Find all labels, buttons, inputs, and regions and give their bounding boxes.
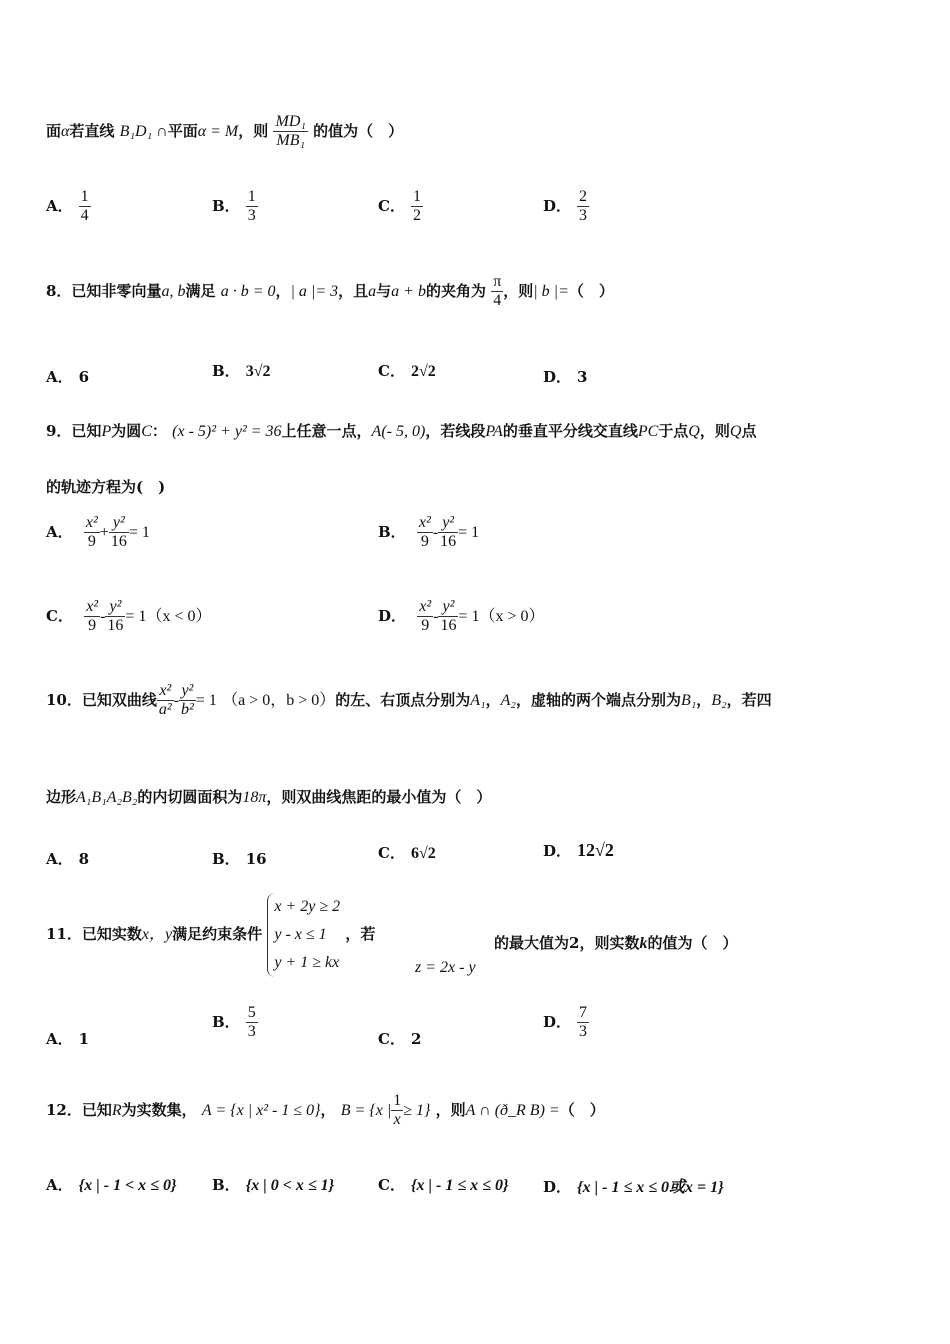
q8-option-c[interactable]: C． 2√2 xyxy=(378,362,436,380)
q11-stem: 11．已知实数x，y满足约束条件 x + 2y ≥ 2 y - x ≤ 1 y + 1 ≥ kx ，若 xyxy=(46,893,375,977)
q8-option-b[interactable]: B． 3√2 xyxy=(212,362,271,380)
q8-stem: 8．已知非零向量a, b满足 a · b = 0，| a |= 3，且a与a + b的夹角为 $\frac{\pi}{4}$ ，则| b |=（ ） xyxy=(46,273,614,310)
q11-constraint-system: x + 2y ≥ 2 y - x ≤ 1 y + 1 ≥ kx xyxy=(267,893,340,977)
q10-stem: 10．已知双曲线 $\frac{\text{x²}}{\text{a²}}$ - $\frac{\text{y²}}{\text{b²}}$ = 1 （a > 0，b > 0）的左、右顶点分别为A₁，A₂，虚轴的两个端点分别为B₁，B₂，若四 xyxy=(46,682,772,719)
q7-eq: α = M xyxy=(197,122,239,140)
q12-option-a[interactable]: A． {x | - 1 < x ≤ 0} xyxy=(46,1176,177,1194)
q9-option-b[interactable]: B． $\frac{\text{x²}}{9}$ - $\frac{\text{y²}}{16}$ = 1 xyxy=(378,514,480,551)
q11-objective: z = 2x - y xyxy=(415,959,476,976)
q8-option-a[interactable]: A． 6 xyxy=(46,368,90,386)
q10-option-a[interactable]: A． 8 xyxy=(46,850,90,868)
q11-option-d[interactable]: D． $\frac{7}{3}$ xyxy=(543,1004,588,1041)
q7-ratio: $\frac{\text{MD₁}}{\text{MB₁}}$ xyxy=(275,113,306,150)
q12-option-d[interactable]: D． {x | - 1 ≤ x ≤ 0或x = 1} xyxy=(543,1178,724,1196)
q10-stem-line2: 边形A₁B₁A₂B₂的内切圆面积为18π，则双曲线焦距的最小值为（ ） xyxy=(46,788,492,806)
q10-option-d[interactable]: D． 12√2 xyxy=(543,840,614,860)
q7-alpha: α xyxy=(61,122,70,140)
q11-option-c[interactable]: C． 2 xyxy=(378,1030,422,1048)
q7-option-d[interactable]: D． $\frac{2}{3}$ xyxy=(543,188,588,225)
q8-option-d[interactable]: D． 3 xyxy=(543,368,588,386)
q10-option-c[interactable]: C． 6√2 xyxy=(378,844,436,862)
q9-stem-line2: 的轨迹方程为( ) xyxy=(46,478,166,496)
q9-option-d[interactable]: D． $\frac{\text{x²}}{9}$ - $\frac{\text{y²}}{16}$ = 1（x > 0） xyxy=(378,598,545,635)
q11-option-a[interactable]: A． 1 xyxy=(46,1030,90,1048)
q7-line: B₁D₁ ∩ xyxy=(119,122,168,140)
q9-option-a[interactable]: A． $\frac{\text{x²}}{9}$ + $\frac{\text{y²}}{16}$ = 1 xyxy=(46,514,150,551)
q7-option-a[interactable]: A． $\frac{1}{4}$ xyxy=(46,188,89,225)
q11-option-b[interactable]: B． $\frac{5}{3}$ xyxy=(212,1004,256,1041)
q12-option-c[interactable]: C． {x | - 1 ≤ x ≤ 0} xyxy=(378,1176,509,1194)
q7-option-c[interactable]: C． $\frac{1}{2}$ xyxy=(378,188,421,225)
q12-option-b[interactable]: B． {x | 0 < x ≤ 1} xyxy=(212,1176,335,1194)
q12-stem: 12．已知R为实数集， A = {x | x² - 1 ≤ 0}， B = {x | $\frac{1}{x}$ ≥ 1} ，则A ∩ (ð_R B) =（ ） xyxy=(46,1092,605,1129)
q9-stem: 9．已知P为圆C： (x - 5)² + y² = 36上任意一点，A(- 5, 0)，若线段PA的垂直平分线交直线PC于点Q，则Q点 xyxy=(46,422,757,440)
q7-option-b[interactable]: B． $\frac{1}{3}$ xyxy=(212,188,256,225)
q11-stem-tail: 的最大值为2，则实数k的值为（ ） xyxy=(494,934,738,952)
q7-stem: 面α若直线 B₁D₁ ∩平面α = M，则 $\frac{\text{MD₁}}{\text{MB₁}}$ 的值为（ ） xyxy=(46,113,404,150)
q9-option-c[interactable]: C． $\frac{\text{x²}}{9}$ - $\frac{\text{y²}}{16}$ = 1（x < 0） xyxy=(46,598,212,635)
q10-option-b[interactable]: B． 16 xyxy=(212,850,267,868)
